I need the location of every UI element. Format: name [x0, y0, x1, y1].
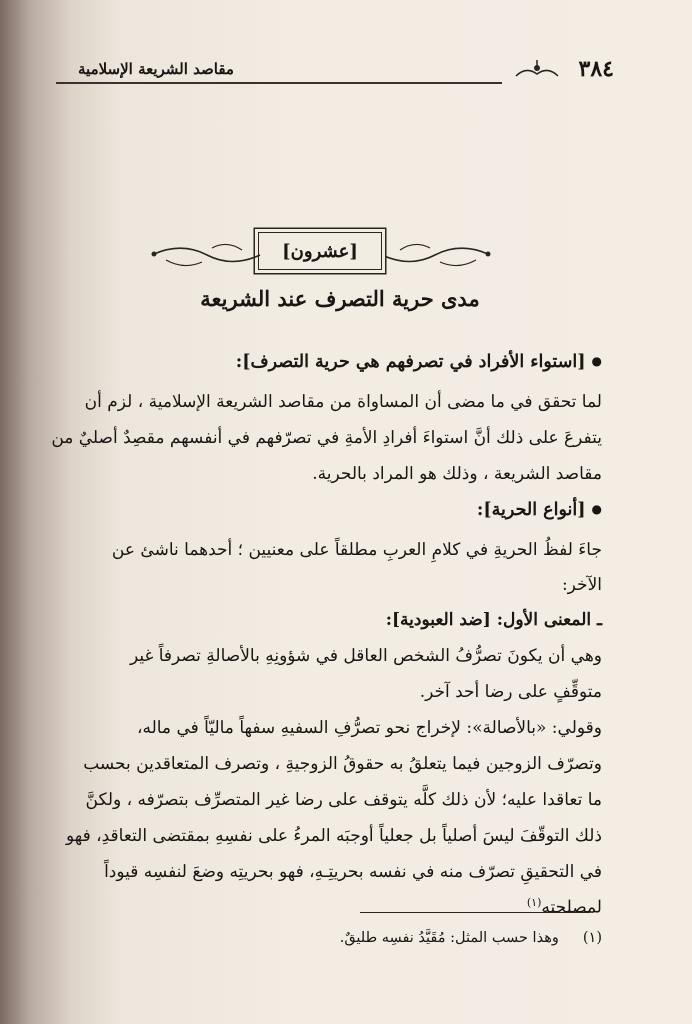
paragraph-line: وتصرّف الزوجين فيما يتعلقُ به حقوقُ الزوجيةِ ، وتصرف المتعاقدين بحسب: [83, 754, 602, 774]
header-ornament-icon: [514, 58, 560, 82]
header-rule: [56, 82, 502, 84]
section-title: مدى حرية التصرف عند الشريعة: [200, 286, 480, 311]
running-head-title: مقاصد الشريعة الإسلامية: [78, 60, 234, 78]
flourish-right-icon: [380, 240, 492, 270]
paragraph-line: مقاصد الشريعة ، وذلك هو المراد بالحرية.: [312, 464, 602, 484]
flourish-left-icon: [150, 240, 262, 270]
paragraph-line: الآخر:: [561, 575, 602, 595]
paragraph-text: لمصلحته: [541, 897, 602, 918]
footnote: [340, 930, 602, 946]
page-number: ٣٨٤: [578, 56, 614, 82]
subheading-first-meaning: ـ المعنى الأول: [ضد العبودية]:: [385, 610, 602, 630]
paragraph-line: في التحقيقِ تصرّف منه في نفسه بحريتِـهِ، فهو بحريتِه وضعَ لنفسِه قيوداً: [104, 862, 602, 882]
paragraph-line: جاءَ لفظُ الحريةِ في كلامِ العربِ مطلقاً على معنيين ؛ أحدهما ناشئ عن: [111, 540, 602, 560]
paragraph-line: لما تحقق في ما مضى أن المساواة من مقاصد الشريعة الإسلامية ، لزم أن: [84, 392, 602, 412]
footnote-rule: [360, 912, 590, 913]
subheading-types-of-freedom: ● [أنواع الحرية]:: [477, 500, 602, 520]
footnote-text: وهذا حسب المثل: مُقَيَّدُ نفسِه طليقٌ.: [339, 930, 559, 946]
section-number-box: [عشرون]: [258, 232, 382, 270]
paragraph-line-last: [527, 896, 602, 918]
paragraph-line: متوقِّفٍ على رضا أحد آخر.: [419, 682, 602, 702]
footnote-reference[interactable]: (١): [526, 896, 542, 909]
footnote-number: (١): [582, 930, 602, 946]
paragraph-line: ذلك التوقّفَ ليسَ أصلياً بل جعلياً أوجبَه المرءُ على نفسِهِ بمقتضى التعاقدِ، فهو: [65, 826, 602, 846]
paragraph-line: وقولي: «بالأصالة»: لإخراج نحو تصرُّفِ السفيهِ سفهاً ماليّاً في ماله،: [136, 718, 602, 738]
subheading-equality: ● [استواء الأفراد في تصرفهم هي حرية التصرف]:: [236, 352, 602, 372]
paragraph-line: وهي أن يكونَ تصرُّفُ الشخص العاقل في شؤونِهِ بالأصالةِ تصرفاً غير: [129, 646, 602, 666]
paragraph-line: يتفرعَ على ذلك أنَّ استواءَ أفرادِ الأمةِ في تصرّفهم في أنفسهم مقصِدٌ أصليٌ من: [51, 428, 602, 448]
paragraph-line: ما تعاقدا عليه؛ لأن ذلك كلَّه يتوقف على رضا غير المتصرِّف بتصرّفه ، ولكنَّ: [85, 790, 602, 810]
